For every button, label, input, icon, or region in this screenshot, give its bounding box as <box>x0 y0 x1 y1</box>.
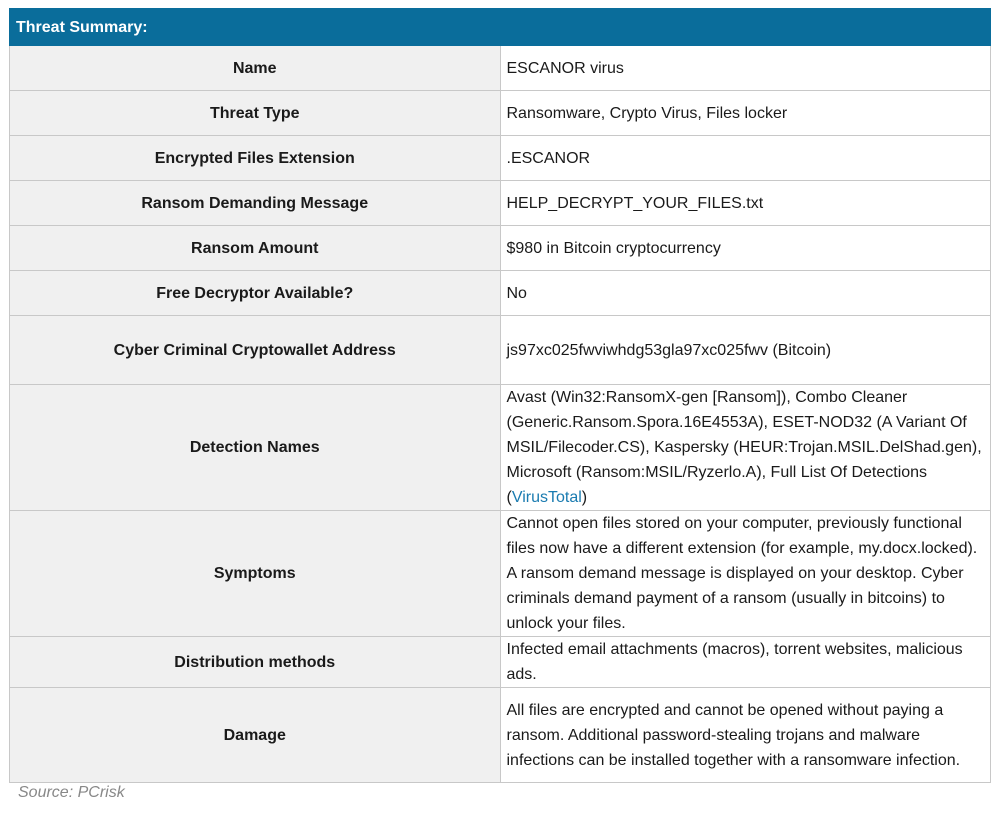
row-label: Ransom Amount <box>10 226 501 271</box>
row-value: All files are encrypted and cannot be opened without paying a ransom. Additional password-stealing trojans and malware infections can be installed together with a ransomware infection. <box>500 688 991 783</box>
source-caption: Source: PCrisk <box>18 784 125 801</box>
threat-summary-container <box>9 8 991 783</box>
table-row-wallet <box>10 316 991 385</box>
table-row-ransom-amount <box>10 226 991 271</box>
table-row-threat-type <box>10 91 991 136</box>
row-value: Ransomware, Crypto Virus, Files locker <box>500 91 991 136</box>
table-row-detection <box>10 385 991 511</box>
detection-text-end: ) <box>581 489 588 506</box>
row-label: Distribution methods <box>10 637 501 688</box>
row-value: No <box>500 271 991 316</box>
virustotal-link[interactable]: VirusTotal <box>511 489 582 506</box>
row-value: $980 in Bitcoin cryptocurrency <box>500 226 991 271</box>
table-title: Threat Summary: <box>10 9 991 46</box>
row-label: Detection Names <box>10 385 501 511</box>
table-row-name <box>10 46 991 91</box>
row-value: Cannot open files stored on your computer, previously functional files now have a different extension (for example, my.docx.locked). A ransom demand message is displayed on your desktop. Cyber criminals demand payment of a ransom (usually in bitcoins) to unlock your files. <box>500 511 991 637</box>
table-row-distribution <box>10 637 991 688</box>
threat-summary-table <box>9 8 991 783</box>
row-label: Ransom Demanding Message <box>10 181 501 226</box>
row-value: .ESCANOR <box>500 136 991 181</box>
table-header-row <box>10 9 991 46</box>
table-row-ransom-message <box>10 181 991 226</box>
table-row-symptoms <box>10 511 991 637</box>
detection-text: Avast (Win32:RansomX-gen [Ransom]), Combo Cleaner (Generic.Ransom.Spora.16E4553A), ESET-NOD32 (A Variant Of MSIL/Filecoder.CS), Kaspersky (HEUR:Trojan.MSIL.DelShad.gen), Microsoft (Ransom:MSIL/Ryzerlo.A), Full List Of Detections ( <box>506 389 982 506</box>
table-row-extension <box>10 136 991 181</box>
row-value: HELP_DECRYPT_YOUR_FILES.txt <box>500 181 991 226</box>
row-label: Encrypted Files Extension <box>10 136 501 181</box>
row-value: Infected email attachments (macros), torrent websites, malicious ads. <box>500 637 991 688</box>
row-value: ESCANOR virus <box>500 46 991 91</box>
row-value <box>500 385 991 511</box>
row-label: Cyber Criminal Cryptowallet Address <box>10 316 501 385</box>
table-row-damage <box>10 688 991 783</box>
row-label: Symptoms <box>10 511 501 637</box>
row-value: js97xc025fwviwhdg53gla97xc025fwv (Bitcoin) <box>500 316 991 385</box>
row-label: Name <box>10 46 501 91</box>
table-row-decryptor <box>10 271 991 316</box>
row-label: Threat Type <box>10 91 501 136</box>
row-label: Damage <box>10 688 501 783</box>
row-label: Free Decryptor Available? <box>10 271 501 316</box>
